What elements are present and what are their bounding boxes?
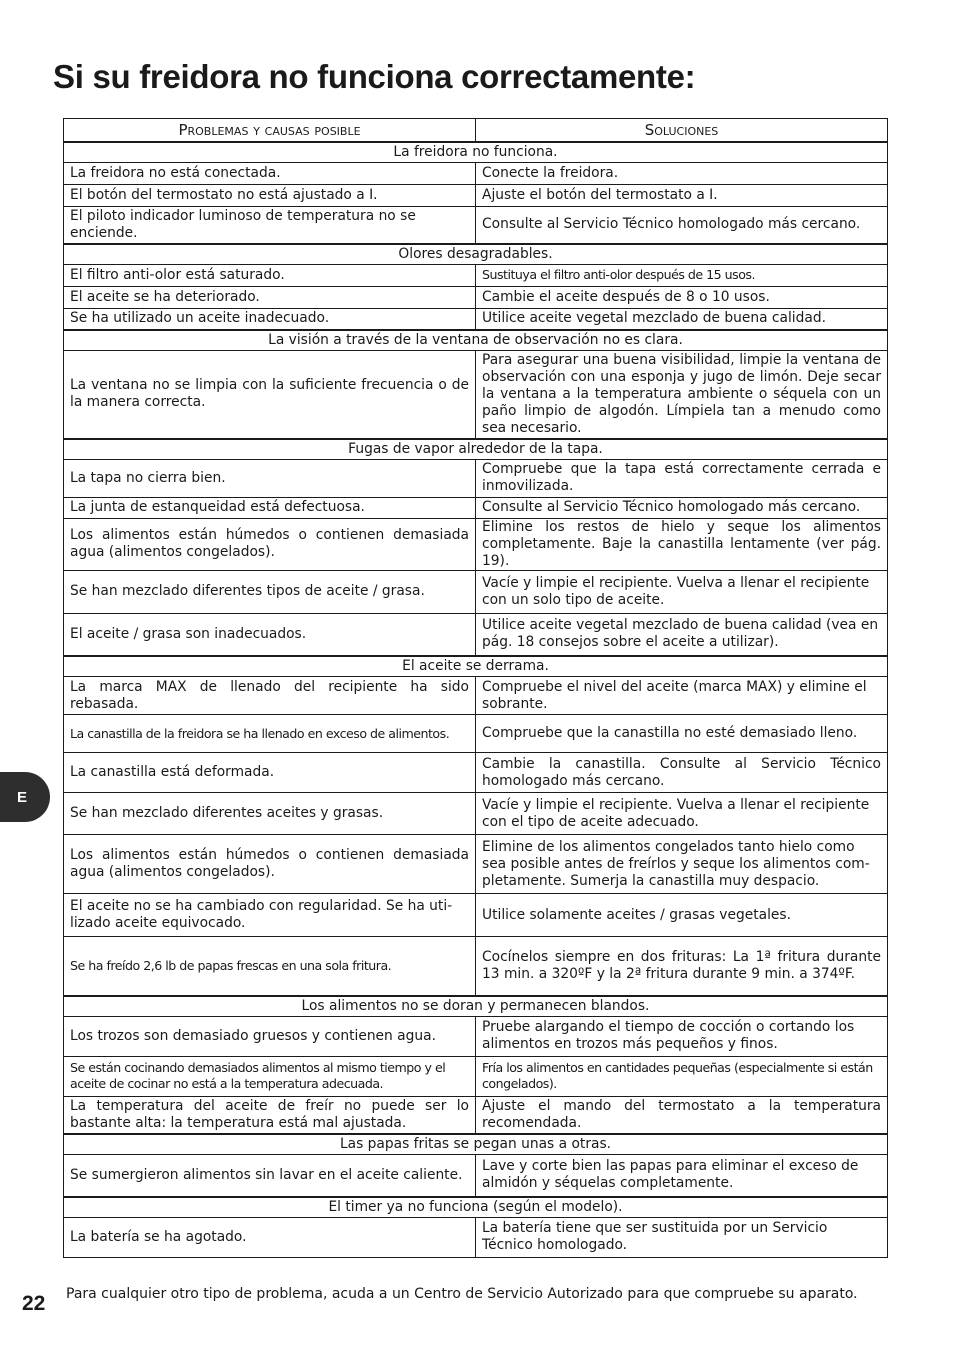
problem-cell: El botón del termostato no está ajustado a I. [64, 185, 476, 207]
section-row [64, 244, 888, 265]
solution-cell: Ajuste el mando del termostato a la temperatura recomendada. [476, 1096, 888, 1134]
table-row [64, 185, 888, 207]
solution-cell: Utilice solamente aceites / grasas vegetales. [476, 894, 888, 937]
section-row [64, 142, 888, 163]
section-title: El aceite se derrama. [64, 656, 888, 677]
section-row [64, 439, 888, 460]
solution-cell: Lave y corte bien las papas para eliminar el exceso de almidón y séquelas completamente. [476, 1155, 888, 1197]
table-row [64, 793, 888, 835]
problem-cell: Los alimentos están húmedos o contienen demasiada agua (alimentos congelados). [64, 518, 476, 570]
table-row [64, 518, 888, 570]
problem-cell: El piloto indicador luminoso de temperatura no se enciende. [64, 207, 476, 244]
table-row [64, 835, 888, 894]
table-row [64, 497, 888, 518]
table-row [64, 677, 888, 715]
problem-cell: La tapa no cierra bien. [64, 459, 476, 497]
solution-cell: Cambie la canastilla. Consulte al Servicio Técnico homologado más cercano. [476, 753, 888, 793]
solution-cell: Consulte al Servicio Técnico homologado más cercano. [476, 207, 888, 244]
solution-cell: Compruebe que la tapa está correctamente cerrada e inmovilizada. [476, 459, 888, 497]
problem-cell: Se ha freído 2,6 lb de papas frescas en una sola fritura. [64, 937, 476, 996]
solution-cell: Consulte al Servicio Técnico homologado más cercano. [476, 497, 888, 518]
solution-cell: La batería tiene que ser sustituida por un Servicio Técnico homologado. [476, 1217, 888, 1257]
section-title: Los alimentos no se doran y permanecen blandos. [64, 996, 888, 1017]
table-row [64, 1217, 888, 1257]
section-row [64, 330, 888, 351]
section-title: Olores desagradables. [64, 244, 888, 265]
solution-cell: Utilice aceite vegetal mezclado de buena calidad (vea en pág. 18 consejos sobre el aceite a utilizar). [476, 613, 888, 656]
solution-cell: Compruebe el nivel del aceite (marca MAX) y elimine el sobrante. [476, 677, 888, 715]
solution-cell: Elimine de los alimentos congelados tanto hielo como sea posible antes de freírlos y seque los alimentos com-pletamente. Sumerja la canastilla muy despacio. [476, 835, 888, 894]
solution-cell: Conecte la freidora. [476, 163, 888, 185]
table-header-row [64, 119, 888, 143]
problem-cell: Se están cocinando demasiados alimentos al mismo tiempo y el aceite de cocinar no está a la temperatura adecuada. [64, 1056, 476, 1096]
problem-cell: Se ha utilizado un aceite inadecuado. [64, 308, 476, 330]
solution-cell: Ajuste el botón del termostato a I. [476, 185, 888, 207]
solution-cell: Cocínelos siempre en dos frituras: La 1ª fritura durante 13 min. a 320ºF y la 2ª fritura durante 9 min. a 374ºF. [476, 937, 888, 996]
table-row [64, 1056, 888, 1096]
problem-cell: La temperatura del aceite de freír no puede ser lo bastante alta: la temperatura está mal ajustada. [64, 1096, 476, 1134]
page-number: 22 [22, 1292, 46, 1315]
solution-cell: Pruebe alargando el tiempo de cocción o cortando los alimentos en trozos más pequeños y finos. [476, 1016, 888, 1056]
problem-cell: El aceite no se ha cambiado con regularidad. Se ha uti-lizado aceite equivocado. [64, 894, 476, 937]
table-row [64, 613, 888, 656]
table-row [64, 937, 888, 996]
problem-cell: La ventana no se limpia con la suficiente frecuencia o de la manera correcta. [64, 351, 476, 439]
problem-cell: La freidora no está conectada. [64, 163, 476, 185]
table-row [64, 753, 888, 793]
table-row [64, 715, 888, 753]
problem-cell: La batería se ha agotado. [64, 1217, 476, 1257]
problem-cell: Los trozos son demasiado gruesos y contienen agua. [64, 1016, 476, 1056]
table-row [64, 570, 888, 613]
language-tab: E [0, 772, 50, 822]
problem-cell: El aceite / grasa son inadecuados. [64, 613, 476, 656]
problem-cell: La marca MAX de llenado del recipiente ha sido rebasada. [64, 677, 476, 715]
table-row [64, 207, 888, 244]
header-solutions: Soluciones [476, 119, 888, 143]
solution-cell: Para asegurar una buena visibilidad, limpie la ventana de observación con una esponja y jugo de limón. Deje secar la ventana a la temperatura ambiente o séquela con un paño limpio de algodón. Límpiela tan a menudo como sea necesario. [476, 351, 888, 439]
table-row [64, 286, 888, 308]
table-row [64, 1016, 888, 1056]
table-row [64, 459, 888, 497]
table-row [64, 894, 888, 937]
section-title: La visión a través de la ventana de observación no es clara. [64, 330, 888, 351]
table-row [64, 1096, 888, 1134]
solution-cell: Utilice aceite vegetal mezclado de buena calidad. [476, 308, 888, 330]
section-row [64, 656, 888, 677]
problem-cell: La canastilla de la freidora se ha llenado en exceso de alimentos. [64, 715, 476, 753]
section-title: La freidora no funciona. [64, 142, 888, 163]
troubleshooting-table [63, 118, 888, 1258]
problem-cell: Se han mezclado diferentes aceites y grasas. [64, 793, 476, 835]
problem-cell: Se sumergieron alimentos sin lavar en el aceite caliente. [64, 1155, 476, 1197]
table-row [64, 1155, 888, 1197]
solution-cell: Fría los alimentos en cantidades pequeñas (especialmente si están congelados). [476, 1056, 888, 1096]
solution-cell: Vacíe y limpie el recipiente. Vuelva a llenar el recipiente con un solo tipo de aceite. [476, 570, 888, 613]
table-row [64, 351, 888, 439]
table-row [64, 308, 888, 330]
page-title: Si su freidora no funciona correctamente: [53, 58, 696, 95]
footer-note: Para cualquier otro tipo de problema, acuda a un Centro de Servicio Autorizado para que compruebe su aparato. [66, 1286, 858, 1302]
problem-cell: El filtro anti-olor está saturado. [64, 264, 476, 286]
problem-cell: La junta de estanqueidad está defectuosa. [64, 497, 476, 518]
section-title: El timer ya no funciona (según el modelo). [64, 1197, 888, 1218]
solution-cell: Vacíe y limpie el recipiente. Vuelva a llenar el recipiente con el tipo de aceite adecuado. [476, 793, 888, 835]
solution-cell: Elimine los restos de hielo y seque los alimentos completamente. Baje la canastilla lentamente (ver pág. 19). [476, 518, 888, 570]
header-problems: Problemas y causas posible [64, 119, 476, 143]
table-row [64, 163, 888, 185]
solution-cell: Compruebe que la canastilla no esté demasiado lleno. [476, 715, 888, 753]
section-row [64, 996, 888, 1017]
problem-cell: Los alimentos están húmedos o contienen demasiada agua (alimentos congelados). [64, 835, 476, 894]
table-row [64, 264, 888, 286]
section-title: Las papas fritas se pegan unas a otras. [64, 1134, 888, 1155]
solution-cell: Cambie el aceite después de 8 o 10 usos. [476, 286, 888, 308]
solution-cell: Sustituya el filtro anti-olor después de 15 usos. [476, 264, 888, 286]
problem-cell: Se han mezclado diferentes tipos de aceite / grasa. [64, 570, 476, 613]
problem-cell: El aceite se ha deteriorado. [64, 286, 476, 308]
section-row [64, 1134, 888, 1155]
problem-cell: La canastilla está deformada. [64, 753, 476, 793]
section-title: Fugas de vapor alrededor de la tapa. [64, 439, 888, 460]
section-row [64, 1197, 888, 1218]
